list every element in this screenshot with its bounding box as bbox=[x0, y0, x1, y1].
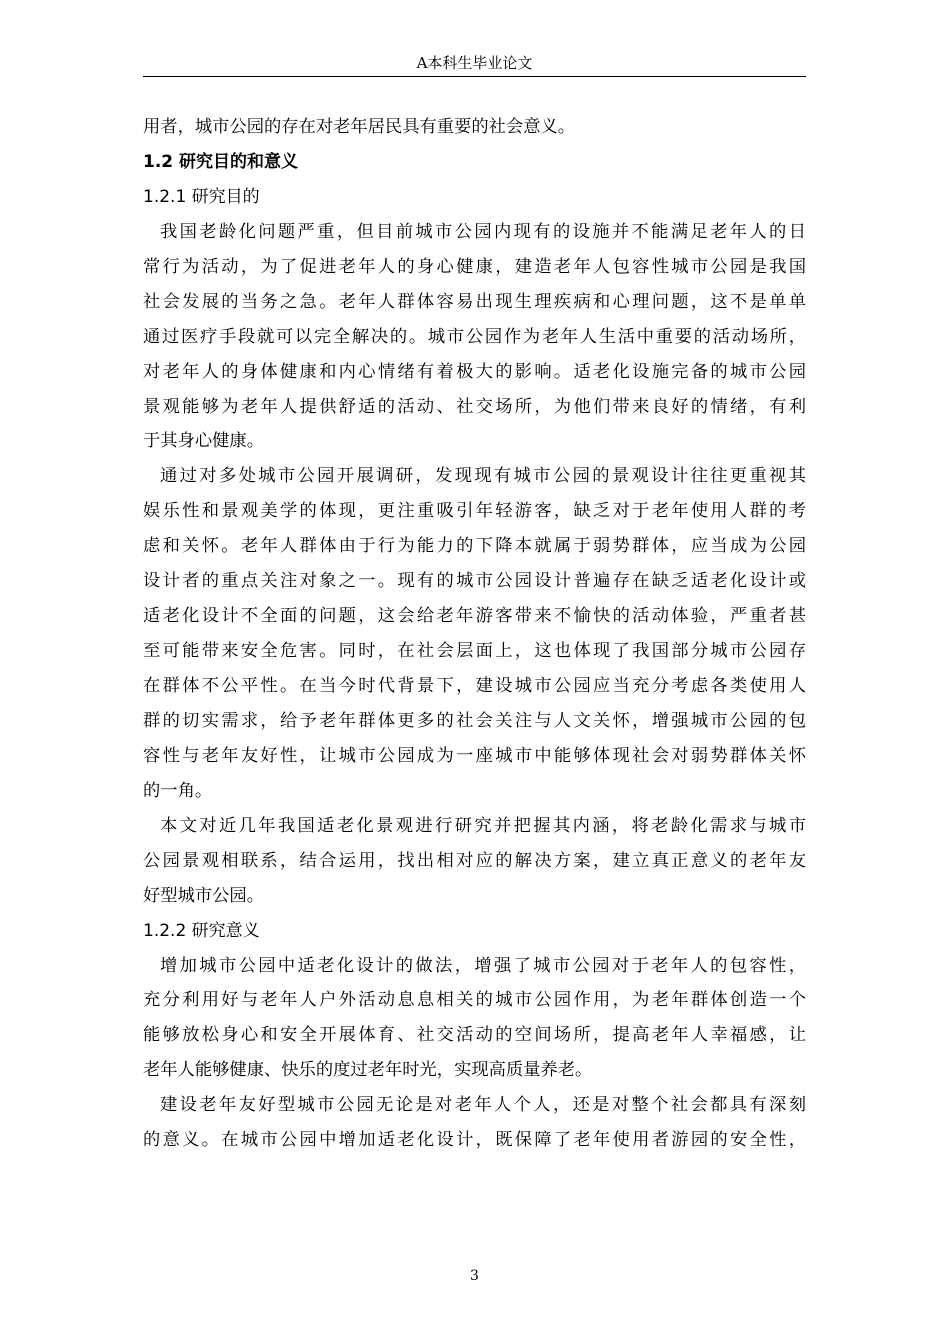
running-header: A本科生毕业论文 bbox=[416, 54, 533, 72]
section-heading: 1.2.1 研究目的 bbox=[143, 186, 260, 207]
text-line: 公园景观相联系，结合运用，找出相对应的解决方案，建立真正意义的老年友 bbox=[143, 850, 806, 871]
body-text bbox=[143, 110, 806, 1158]
text-line: 老年人能够健康、快乐的度过老年时光，实现高质量养老。 bbox=[143, 1060, 593, 1081]
text-line: 社会发展的当务之急。老年人群体容易出现生理疾病和心理问题，这不是单单 bbox=[143, 291, 806, 312]
text-line: 景观能够为老年人提供舒适的活动、社交场所，为他们带来良好的情绪，有利 bbox=[143, 396, 806, 417]
text-line: 虑和关怀。老年人群体由于行为能力的下降本就属于弱势群体，应当成为公园 bbox=[143, 536, 806, 557]
text-line: 我国老龄化问题严重，但目前城市公园内现有的设施并不能满足老年人的日 bbox=[160, 221, 806, 242]
text-line: 的一角。 bbox=[143, 780, 213, 801]
text-line: 建设老年友好型城市公园无论是对老年人个人，还是对整个社会都具有深刻 bbox=[160, 1095, 806, 1116]
text-line: 容性与老年友好性，让城市公园成为一座城市中能够体现社会对弱势群体关怀 bbox=[143, 745, 806, 766]
text-line: 在群体不公平性。在当今时代背景下，建设城市公园应当充分考虑各类使用人 bbox=[143, 676, 806, 696]
page-number: 3 bbox=[470, 1268, 479, 1284]
text-line: 设计者的重点关注对象之一。现有的城市公园设计普遍存在缺乏适老化设计或 bbox=[143, 571, 806, 592]
section-heading: 1.2.2 研究意义 bbox=[143, 920, 260, 941]
text-line: 适老化设计不全面的问题，这会给老年游客带来不愉快的活动体验，严重者甚 bbox=[143, 606, 806, 627]
text-line: 对老年人的身体健康和内心情绪有着极大的影响。适老化设施完备的城市公园 bbox=[143, 361, 806, 382]
text-line: 至可能带来安全危害。同时，在社会层面上，这也体现了我国部分城市公园存 bbox=[143, 641, 806, 662]
text-line: 增加城市公园中适老化设计的做法，增强了城市公园对于老年人的包容性， bbox=[160, 955, 806, 976]
text-line: 充分利用好与老年人户外活动息息相关的城市公园作用，为老年群体创造一个 bbox=[143, 990, 806, 1011]
text-line: 于其身心健康。 bbox=[143, 431, 264, 452]
header-rule bbox=[143, 76, 806, 77]
text-line: 常行为活动，为了促进老年人的身心健康，建造老年人包容性城市公园是我国 bbox=[143, 256, 806, 277]
text-line: 通过对多处城市公园开展调研，发现现有城市公园的景观设计往往更重视其 bbox=[160, 466, 806, 487]
text-line: 用者，城市公园的存在对老年居民具有重要的社会意义。 bbox=[143, 117, 576, 137]
text-line: 群的切实需求，给予老年群体更多的社会关注与人文关怀，增强城市公园的包 bbox=[143, 710, 806, 731]
text-line: 本文对近几年我国适老化景观进行研究并把握其内涵，将老龄化需求与城市 bbox=[160, 815, 806, 836]
text-line: 娱乐性和景观美学的体现，更注重吸引年轻游客，缺乏对于老年使用人群的考 bbox=[143, 501, 806, 522]
text-line: 好型城市公园。 bbox=[143, 885, 264, 906]
text-line: 通过医疗手段就可以完全解决的。城市公园作为老年人生活中重要的活动场所， bbox=[143, 326, 806, 347]
text-line: 的意义。在城市公园中增加适老化设计，既保障了老年使用者游园的安全性， bbox=[143, 1130, 806, 1151]
section-heading: 1.2 研究目的和意义 bbox=[143, 151, 299, 172]
text-line: 能够放松身心和安全开展体育、社交活动的空间场所，提高老年人幸福感，让 bbox=[143, 1025, 806, 1046]
